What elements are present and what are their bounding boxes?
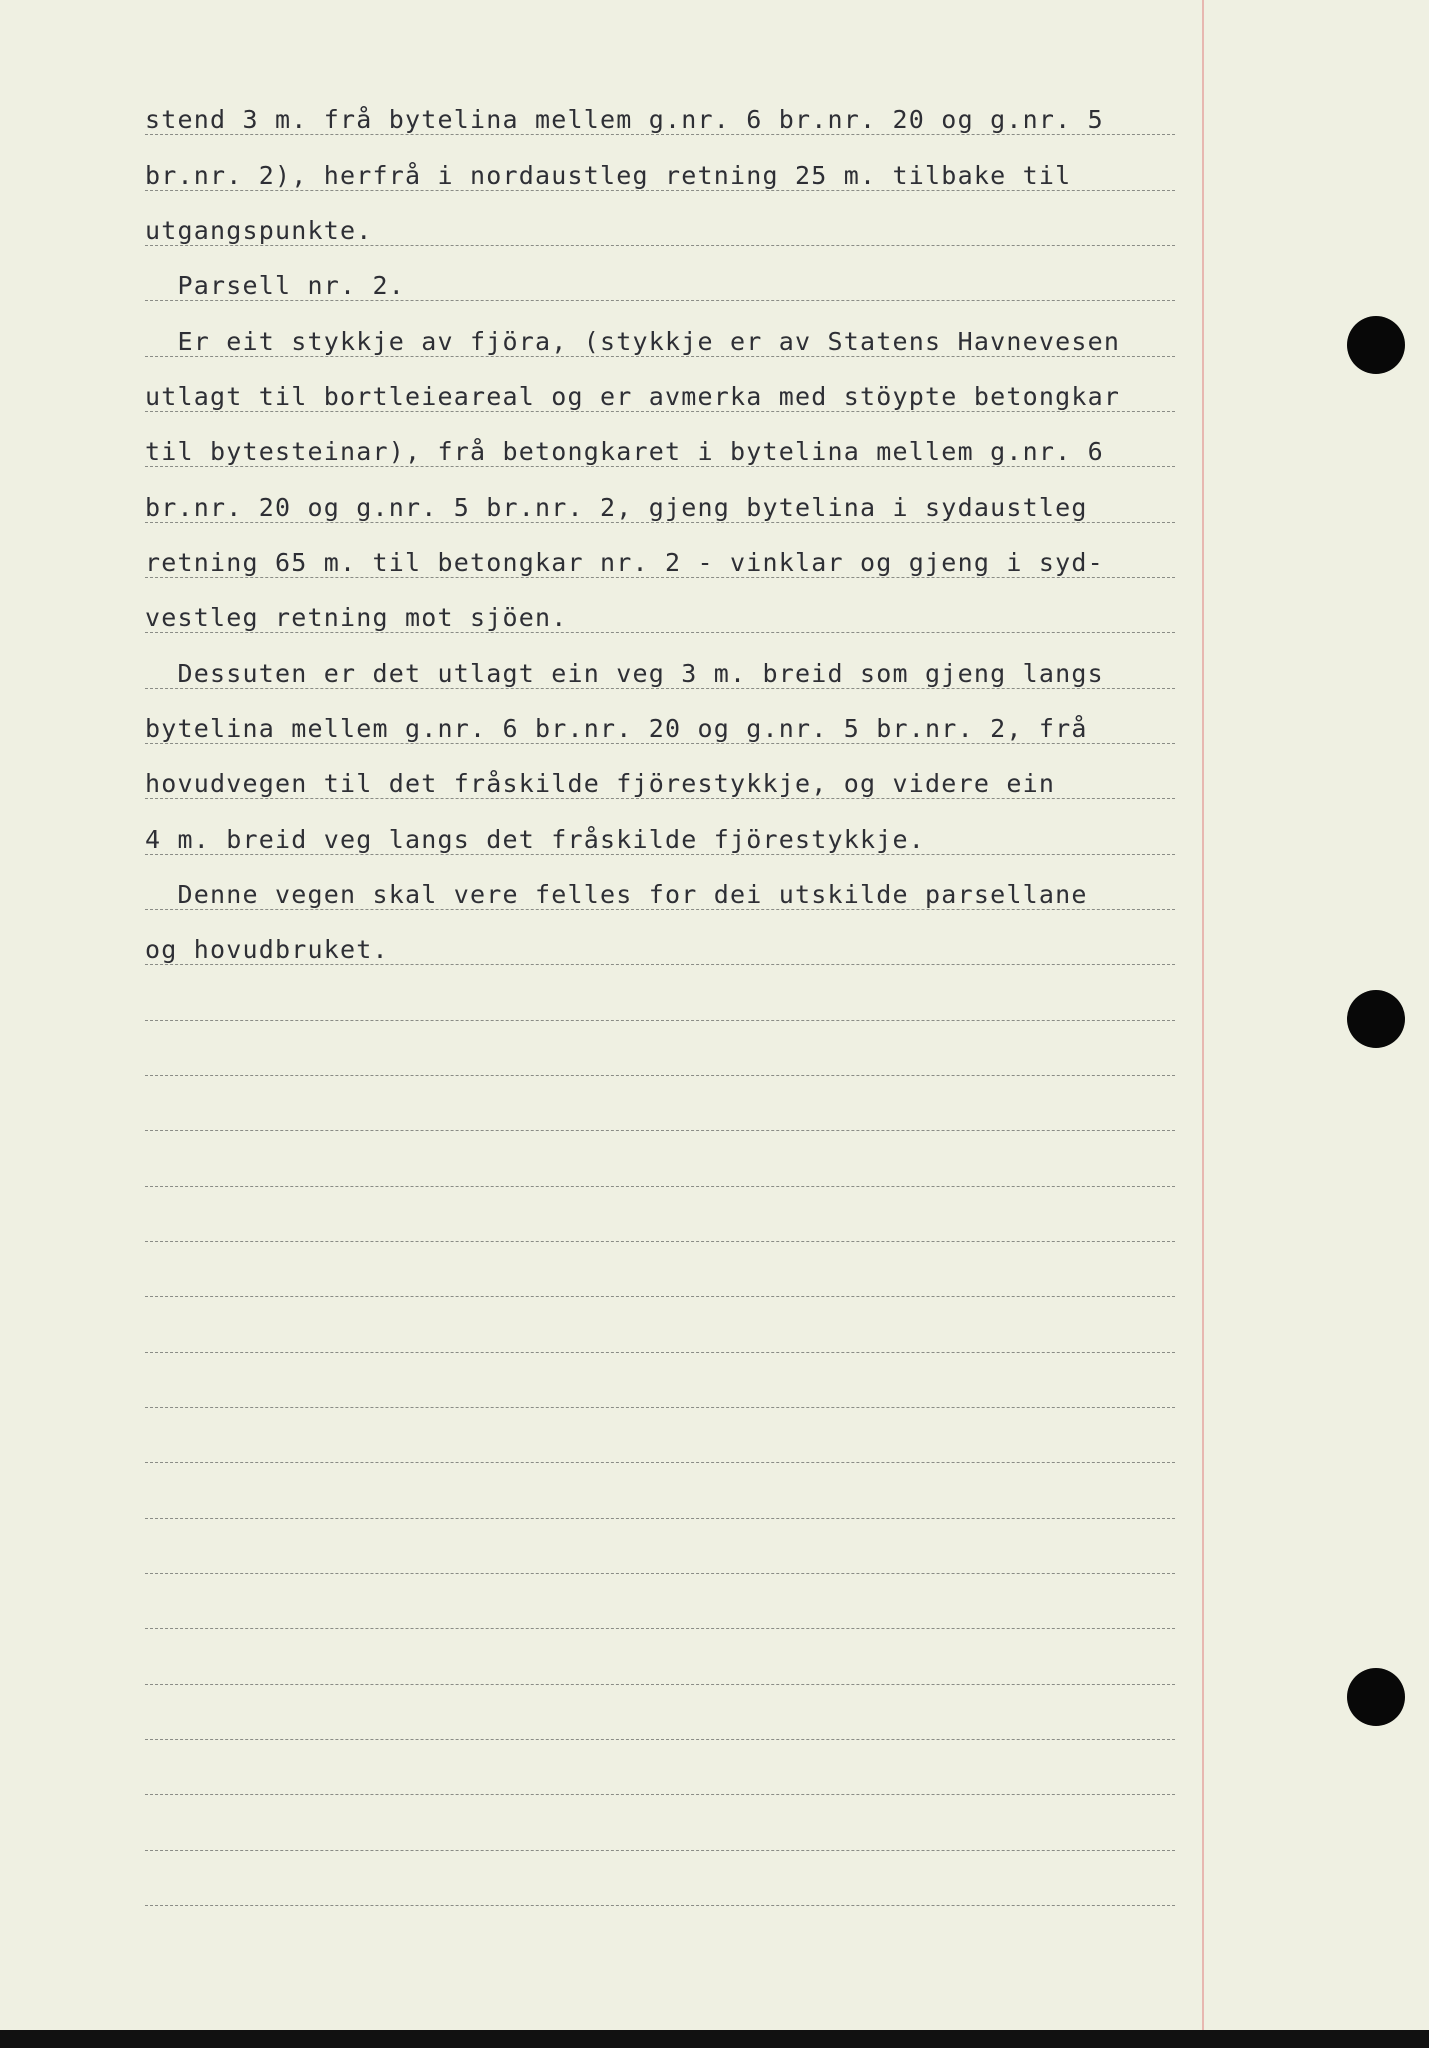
text-line-10: vestleg retning mot sjöen. [145,603,568,632]
text-line-6: utlagt til bortleieareal og er avmerka med stöypte betongkar [145,382,1121,411]
ruled-line [145,1241,1175,1242]
ruled-line [145,1352,1175,1353]
text-line-15: Denne vegen skal vere felles for dei utskilde parsellane [145,880,1088,909]
ruled-line [145,466,1175,467]
ruled-line [145,134,1175,135]
ruled-line [145,356,1175,357]
ruled-line [145,798,1175,799]
text-line-16: og hovudbruket. [145,935,389,964]
text-line-11: Dessuten er det utlagt ein veg 3 m. breid som gjeng langs [145,659,1104,688]
ruled-line [145,1573,1175,1574]
text-line-1: stend 3 m. frå bytelina mellem g.nr. 6 br.nr. 20 og g.nr. 5 [145,105,1104,134]
ruled-line [145,632,1175,633]
ruled-line [145,743,1175,744]
ruled-line [145,1850,1175,1851]
ruled-line [145,909,1175,910]
ruled-line [145,1130,1175,1131]
ruled-line [145,1075,1175,1076]
ruled-line [145,300,1175,301]
ruled-line [145,964,1175,965]
text-line-12: bytelina mellem g.nr. 6 br.nr. 20 og g.nr. 5 br.nr. 2, frå [145,714,1088,743]
ruled-line [145,1020,1175,1021]
text-line-5: Er eit stykkje av fjöra, (stykkje er av Statens Havnevesen [145,327,1121,356]
punch-hole-bottom [1347,1668,1405,1726]
ruled-line [145,1905,1175,1906]
margin-line [1202,0,1204,2030]
text-line-7: til bytesteinar), frå betongkaret i bytelina mellem g.nr. 6 [145,437,1104,466]
punch-hole-middle [1347,990,1405,1048]
text-line-8: br.nr. 20 og g.nr. 5 br.nr. 2, gjeng bytelina i sydaustleg [145,493,1088,522]
ruled-line [145,190,1175,191]
ruled-line [145,688,1175,689]
ruled-line [145,245,1175,246]
section-heading-parsell-2: Parsell nr. 2. [145,271,406,300]
ruled-line [145,1518,1175,1519]
ruled-line [145,1296,1175,1297]
ruled-line [145,1462,1175,1463]
text-line-2: br.nr. 2), herfrå i nordaustleg retning 25 m. tilbake til [145,161,1072,190]
ruled-line [145,1739,1175,1740]
text-line-13: hovudvegen til det fråskilde fjörestykkje, og videre ein [145,769,1056,798]
ruled-line [145,1794,1175,1795]
punch-hole-top [1347,316,1405,374]
ruled-line [145,522,1175,523]
ruled-line [145,1407,1175,1408]
text-line-14: 4 m. breid veg langs det fråskilde fjörestykkje. [145,825,926,854]
scan-border [0,2030,1429,2048]
ruled-line [145,1186,1175,1187]
text-line-3: utgangspunkte. [145,216,373,245]
ruled-line [145,577,1175,578]
ruled-line [145,1628,1175,1629]
ruled-line [145,411,1175,412]
text-line-9: retning 65 m. til betongkar nr. 2 - vinklar og gjeng i syd- [145,548,1104,577]
ruled-line [145,854,1175,855]
ruled-line [145,1684,1175,1685]
